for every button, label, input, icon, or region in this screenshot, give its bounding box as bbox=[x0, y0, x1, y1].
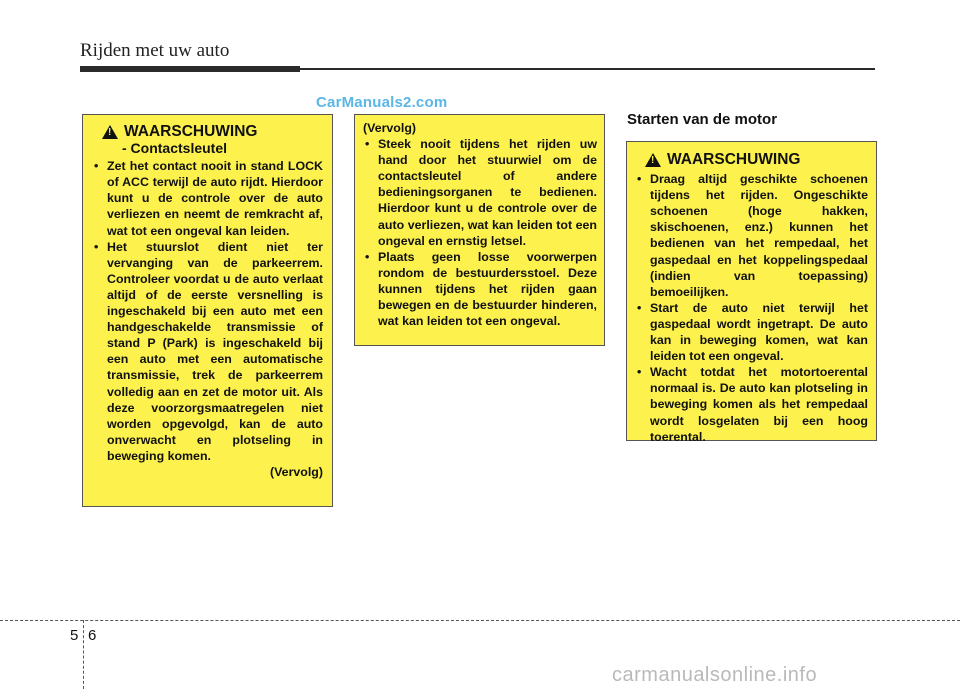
footer-watermark[interactable]: carmanualsonline.info bbox=[612, 664, 818, 686]
warning-box-continued bbox=[354, 114, 605, 346]
page-number: 6 bbox=[88, 627, 97, 644]
page-header-title: Rijden met uw auto bbox=[80, 40, 230, 61]
watermark-carmanuals2[interactable]: CarManuals2.com bbox=[316, 94, 448, 111]
warning-item: • Steek nooit tijdens het rijden uw hand door het stuurwiel om de contactsleutel of andere bedieningsorganen te bedienen. Hierdoor kunt u de controle over de auto verliezen, wat kan leiden tot een ongeval en ernstig letsel. bbox=[363, 136, 597, 249]
warning-title: WAARSCHUWING bbox=[124, 123, 258, 140]
footer-divider bbox=[0, 620, 960, 621]
header-bar-thick bbox=[80, 66, 300, 72]
chapter-number: 5 bbox=[70, 627, 79, 644]
warning-item: • Zet het contact nooit in stand LOCK of ACC terwijl de auto rijdt. Hierdoor kunt u de controle over de auto verliezen en neemt de remkracht af, wat tot een ongeval kan leiden. bbox=[92, 158, 323, 238]
warning-triangle-icon bbox=[645, 153, 661, 167]
warning-subtitle: - Contactsleutel bbox=[122, 140, 228, 157]
warning-item: • Het stuurslot dient niet ter vervanging van de parkeerrem. Controleer voordat u de auto verlaat altijd of de eerste versnelling is ingeschakeld bij een auto met een handgeschakelde transmissie of stand P (Park) is ingeschakeld bij een auto met een automatische transmissie, trek de parkeerrem volledig aan en zet de motor uit. Als deze voorzorgsmaatregelen niet worden opgevolgd, kan de auto onverwacht en plotseling in beweging komen. bbox=[92, 239, 323, 464]
warning-item: • Start de auto niet terwijl het gaspedaal wordt ingetrapt. De auto kan in beweging komen, wat kan leiden tot een ongeval. bbox=[635, 300, 868, 364]
warning-triangle-icon bbox=[102, 125, 118, 139]
warning-list bbox=[635, 171, 868, 445]
warning-item: • Draag altijd geschikte schoenen tijdens het rijden. Ongeschikte schoenen (hoge hakken, skischoenen, enz.) kunnen het bedienen van het rempedaal, het gaspedaal en het koppelingspedaal (indien van toepassing) bemoeilijken. bbox=[635, 171, 868, 300]
warning-item: • Plaats geen losse voorwerpen rondom de bestuurdersstoel. Deze kunnen tijdens het rijden gaan bewegen en de bestuurder hinderen, wat kan leiden tot een ongeval. bbox=[363, 249, 597, 329]
warning-header bbox=[92, 124, 323, 140]
continued-label: (Vervolg) bbox=[269, 464, 323, 479]
header-bar-thin bbox=[300, 68, 875, 70]
section-title: Starten van de motor bbox=[627, 111, 778, 128]
footer-vertical-divider bbox=[83, 620, 84, 689]
warning-header bbox=[635, 152, 868, 168]
warning-box-contactsleutel bbox=[82, 114, 333, 507]
warning-list bbox=[363, 136, 597, 329]
warning-title: WAARSCHUWING bbox=[667, 151, 801, 168]
continued-label: (Vervolg) bbox=[363, 121, 417, 135]
warning-box-starten bbox=[626, 141, 877, 444]
warning-list bbox=[92, 158, 323, 464]
warning-item: • Wacht totdat het motortoerental normaal is. De auto kan plotseling in beweging komen als het rempedaal wordt losgelaten bij een hoog toerental. bbox=[635, 364, 868, 444]
